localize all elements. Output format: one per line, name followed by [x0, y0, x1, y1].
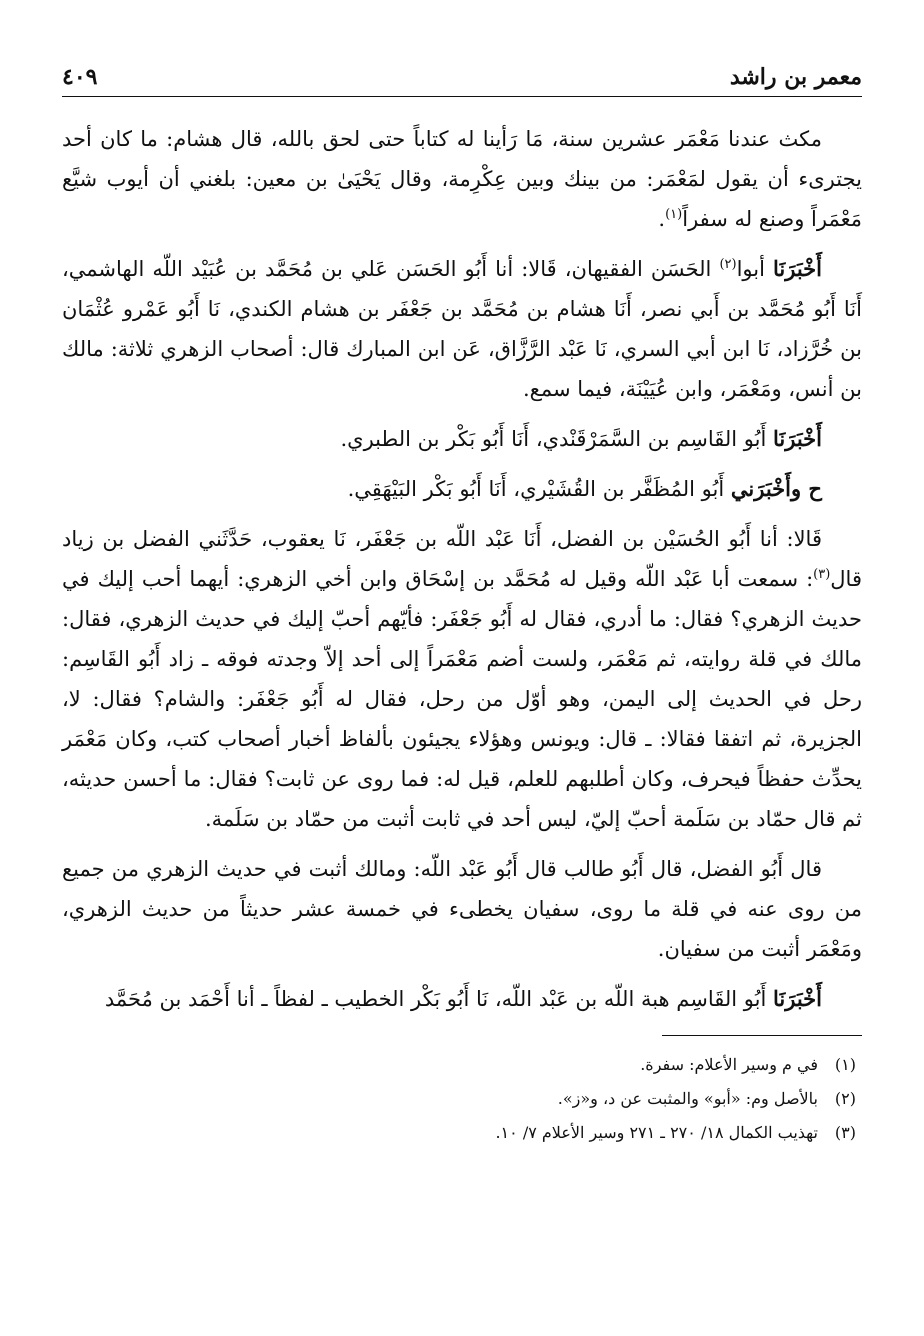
main-text — [62, 119, 862, 1019]
paragraph: قال أَبُو الفضل، قال أَبُو طالب قال أَبُو عَبْد اللّه: ومالك أثبت في حديث الزهري من جميع من روى عنه في قلة ما روى، سفيان يخطىء في خمسة عشر حديثاً من حديث الزهري، ومَعْمَر أثبت من سفيان. — [62, 857, 862, 961]
footnote-number: (٣) — [834, 1123, 856, 1142]
running-header — [62, 50, 862, 90]
book-page — [62, 50, 862, 1300]
footnote-text: بالأصل وم: «أبو» والمثبت عن د، و«ز». — [557, 1089, 818, 1108]
paragraph-lead: أَخْبَرَنَا — [773, 986, 822, 1011]
paragraph-lead: أَخْبَرَنَا — [773, 256, 822, 281]
footnote-ref: (١) — [665, 207, 683, 222]
header-rule — [62, 96, 862, 97]
footnote-ref: (٢) — [719, 257, 737, 272]
paragraph: مكث عندنا مَعْمَر عشرين سنة، مَا رَأينا له كتاباً حتى لحق بالله، قال هشام: ما كان أحد يجترىء أن يقول لمَعْمَر: من بينك وبين عِكْرِمة، وقال يَحْيَىٰ بن معين: بلغني أن أيوب شيَّع مَعْمَراً وصنع له سفراً$^{(١)}$. — [62, 127, 862, 231]
paragraph: أَخْبَرَنَا أَبُو القَاسِم هبة اللّه بن عَبْد اللّه، نَا أَبُو بَكْر الخطيب ـ لفظاً ـ أنا أَحْمَد بن مُحَمَّد — [104, 986, 822, 1011]
paragraph-lead: ح وأَخْبَرَني — [730, 476, 822, 501]
footnote-number: (٢) — [834, 1089, 856, 1108]
paragraph: ح وأَخْبَرَني أَبُو المُظَفَّر بن القُشَيْري، أَنَا أَبُو بَكْر البَيْهَقِي. — [347, 476, 822, 501]
paragraph-lead: أَخْبَرَنَا — [773, 426, 822, 451]
paragraph: أَخْبَرَنَا أبوا$^{(٢)}$ الحَسَن الفقيهان، قَالا: أنا أَبُو الحَسَن عَلي بن مُحَمَّد بن عُبَيْد اللّه الهاشمي، أَنَا أَبُو مُحَمَّد بن أَبي نصر، أَنَا هشام بن مُحَمَّد بن جَعْفَر بن هشام الكندي، نَا أَبُو عَمْرو عُثْمَان بن خُرَّزاد، نَا ابن أبي السري، نَا عَبْد الرَّزَّاق، عَن ابن المبارك قال: أصحاب الزهري ثلاثة: مالك بن أنس، ومَعْمَر، وابن عُيَيْنَة، فيما سمع. — [62, 256, 862, 401]
footnote-text: في م وسير الأعلام: سفرة. — [640, 1055, 818, 1074]
footnote — [62, 1116, 862, 1150]
footnote — [62, 1082, 862, 1116]
footnote-rule — [662, 1035, 862, 1036]
footnotes — [62, 1048, 862, 1150]
page-number: ٤٠٩ — [62, 64, 98, 90]
paragraph: قَالا: أنا أَبُو الحُسَيْن بن الفضل، أَنَا عَبْد اللّه بن جَعْفَر، نَا يعقوب، حَدَّثَني الفضل بن زياد قال$^{(٣)}$: سمعت أبا عَبْد اللّه وقيل له مُحَمَّد بن إسْحَاق وابن أخي الزهري: أيهما أحب إليك في حديث الزهري؟ فقال: ما أدري، فقال له أَبُو جَعْفَر: فأيّهم أحبّ إليك في حديث الزهري، فقال: مالك في قلة روايته، ثم مَعْمَر، ولست أضم مَعْمَراً إلى أحد إلاّ وجدته فوقه ـ زاد أَبُو القَاسِم: رحل في الحديث إلى اليمن، وهو أوّل من رحل، فقال له أَبُو جَعْفَر: والشام؟ فقال: لا، الجزيرة، ثم اتفقا فقالا: ـ قال: ويونس وهؤلاء يجيئون بألفاظ أخبار أصحاب كتب، وكان مَعْمَر يحدِّث حفظاً فيحرف، وكان أطلبهم للعلم، قيل له: فما روى عن ثابت؟ فقال: ما أحسن حديثه، ثم قال حمّاد بن سَلَمة أحبّ إليّ، ليس أحد في ثابت أثبت من حمّاد بن سَلَمة. — [62, 527, 862, 831]
paragraph: أَخْبَرَنَا أَبُو القَاسِم بن السَّمَرْقَنْدي، أَنَا أَبُو بَكْر بن الطبري. — [340, 426, 822, 451]
running-title: معمر بن راشد — [729, 64, 862, 90]
footnote-text: تهذيب الكمال ١٨/ ٢٧٠ ـ ٢٧١ وسير الأعلام ٧/ ١٠. — [495, 1123, 818, 1142]
footnote-ref: (٣) — [813, 567, 831, 582]
footnote-number: (١) — [834, 1055, 856, 1074]
footnote — [62, 1048, 862, 1082]
